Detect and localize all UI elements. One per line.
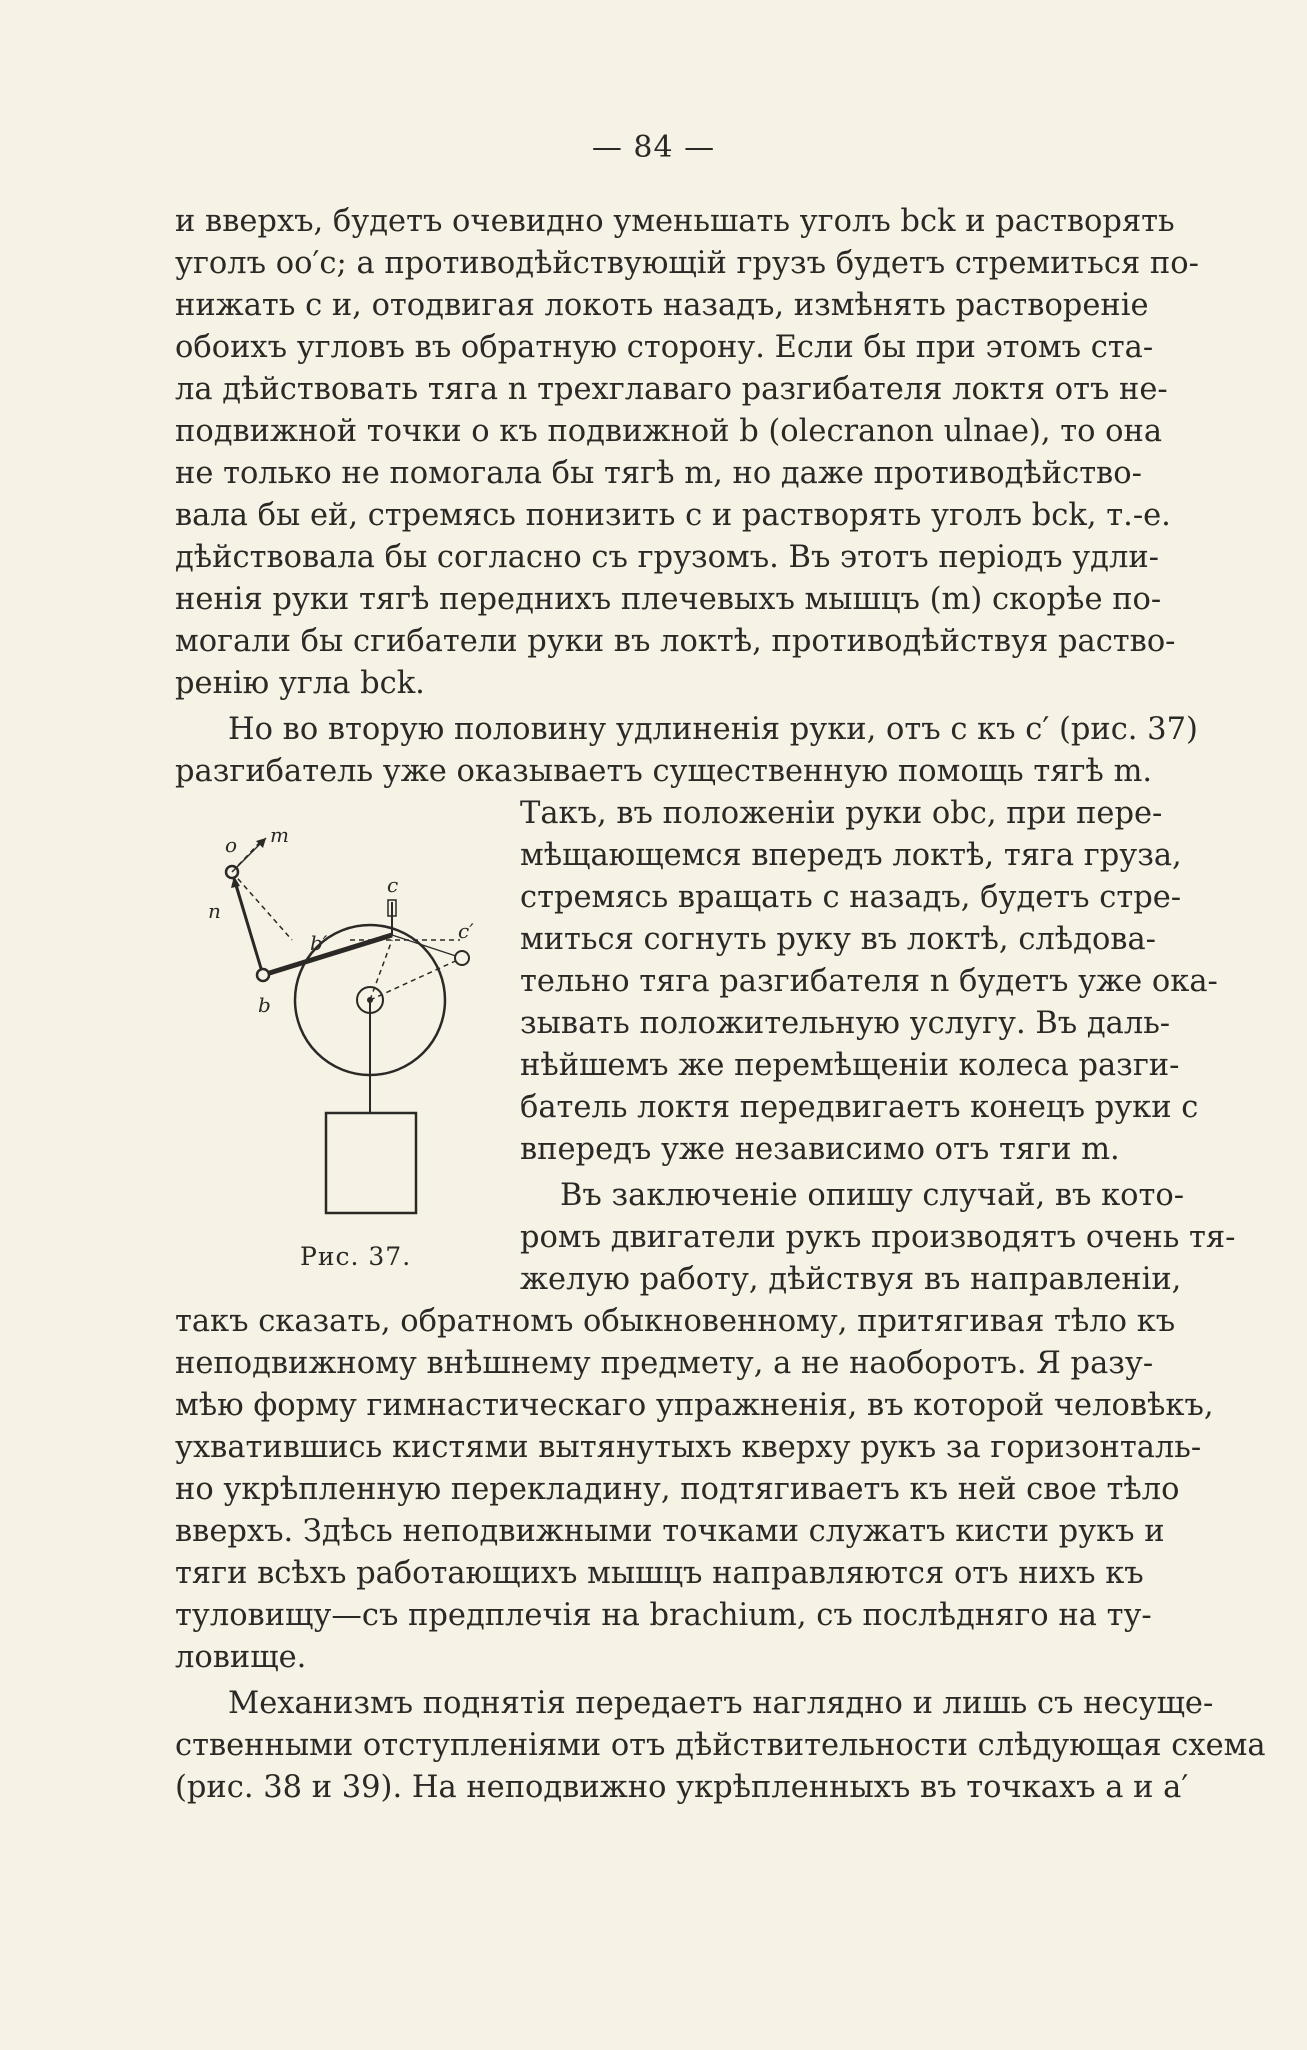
page-number: — 84 —	[591, 130, 716, 165]
text-line: зывать положительную услугу. Въ даль-	[520, 1006, 1171, 1041]
text-line: туловищу—съ предплечія на brachium, съ послѣдняго на ту-	[175, 1598, 1152, 1633]
text-line: не только не помогала бы тягѣ m, но даже противодѣйство-	[175, 456, 1142, 491]
text-line: ловище.	[175, 1640, 307, 1675]
text-line: (рис. 38 и 39). На неподвижно укрѣпленныхъ въ точкахъ a и a′	[175, 1770, 1189, 1805]
text-line: ла дѣйствовать тяга n трехглаваго разгибателя локтя отъ не-	[175, 372, 1168, 407]
label-c: c	[387, 873, 399, 897]
text-line: Такъ, въ положеніи руки obc, при пере-	[520, 796, 1163, 831]
text-line: Механизмъ поднятія передаетъ наглядно и лишь съ несуще-	[228, 1686, 1214, 1721]
text-line: подвижной точки o къ подвижной b (olecranon ulnae), то она	[175, 414, 1163, 449]
figure-caption: Рис. 37.	[300, 1242, 412, 1271]
text-line: тельно тяга разгибателя n будетъ уже ока-	[520, 964, 1218, 999]
label-c-prime: c′	[458, 919, 474, 943]
text-line: уголъ oo′c; а противодѣйствующій грузъ будетъ стремиться по-	[175, 246, 1199, 281]
text-line: стремясь вращать c назадъ, будетъ стре-	[520, 880, 1182, 915]
text-line: неподвижному внѣшнему предмету, а не наоборотъ. Я разу-	[175, 1346, 1154, 1381]
label-b: b	[258, 993, 271, 1017]
label-b-prime: b′	[310, 931, 328, 955]
forearm	[263, 935, 392, 975]
arrow-n	[236, 882, 250, 930]
text-line: дѣйствовала бы согласно съ грузомъ. Въ этотъ періодъ удли-	[175, 540, 1159, 575]
label-o: o	[225, 833, 238, 857]
text-line: желую работу, дѣйствуя въ направленіи,	[520, 1262, 1182, 1297]
text-line: Но во вторую половину удлиненія руки, отъ c къ c′ (рис. 37)	[228, 712, 1198, 747]
weight-box	[326, 1113, 416, 1213]
arm-to-c-prime	[392, 935, 462, 958]
text-line: батель локтя передвигаетъ конецъ руки c	[520, 1090, 1199, 1125]
text-line: ренію угла bck.	[175, 666, 425, 701]
text-line: ухватившись кистями вытянутыхъ кверху рукъ за горизонталь-	[175, 1430, 1202, 1465]
text-line: нѣйшемъ же перемѣщеніи колеса разги-	[520, 1048, 1180, 1083]
joint-c-prime	[455, 951, 469, 965]
text-line: ственными отступленіями отъ дѣйствительности слѣдующая схема	[175, 1728, 1266, 1763]
text-line: могали бы сгибатели руки въ локтѣ, противодѣйствуя раство-	[175, 624, 1176, 659]
text-line: но укрѣпленную перекладину, подтягиваетъ къ ней свое тѣло	[175, 1472, 1180, 1507]
text-line: и вверхъ, будетъ очевидно уменьшать уголъ bck и растворять	[175, 204, 1175, 239]
label-m: m	[270, 823, 289, 847]
text-line: Въ заключеніе опишу случай, въ кото-	[560, 1178, 1185, 1213]
text-line: разгибатель уже оказываетъ существенную помощь тягѣ m.	[175, 754, 1153, 789]
text-line: нижать c и, отодвигая локоть назадъ, измѣнять раствореніе	[175, 288, 1149, 323]
text-line: ромъ двигатели рукъ производятъ очень тя-	[520, 1220, 1236, 1255]
text-line: впередъ уже независимо отъ тяги m.	[520, 1132, 1120, 1167]
text-line: обоихъ угловъ въ обратную сторону. Если бы при этомъ ста-	[175, 330, 1154, 365]
text-line: мѣю форму гимнастическаго упражненія, въ которой человѣкъ,	[175, 1388, 1214, 1423]
text-line: ненія руки тягѣ переднихъ плечевыхъ мышцъ (m) скорѣе по-	[175, 582, 1162, 617]
text-line: миться согнуть руку въ локтѣ, слѣдова-	[520, 922, 1156, 957]
text-line: вала бы ей, стремясь понизить c и растворять уголъ bck, т.-е.	[175, 498, 1171, 533]
text-line: вверхъ. Здѣсь неподвижными точками служатъ кисти рукъ и	[175, 1514, 1165, 1549]
text-line: мѣщающемся впередъ локтѣ, тяга груза,	[520, 838, 1182, 873]
text-line: тяги всѣхъ работающихъ мышцъ направляются отъ нихъ къ	[175, 1556, 1144, 1591]
figure-37-diagram	[200, 820, 474, 1240]
joint-b	[257, 969, 269, 981]
text-line: такъ сказать, обратномъ обыкновенному, притягивая тѣло къ	[175, 1304, 1176, 1339]
label-n: n	[208, 899, 221, 923]
